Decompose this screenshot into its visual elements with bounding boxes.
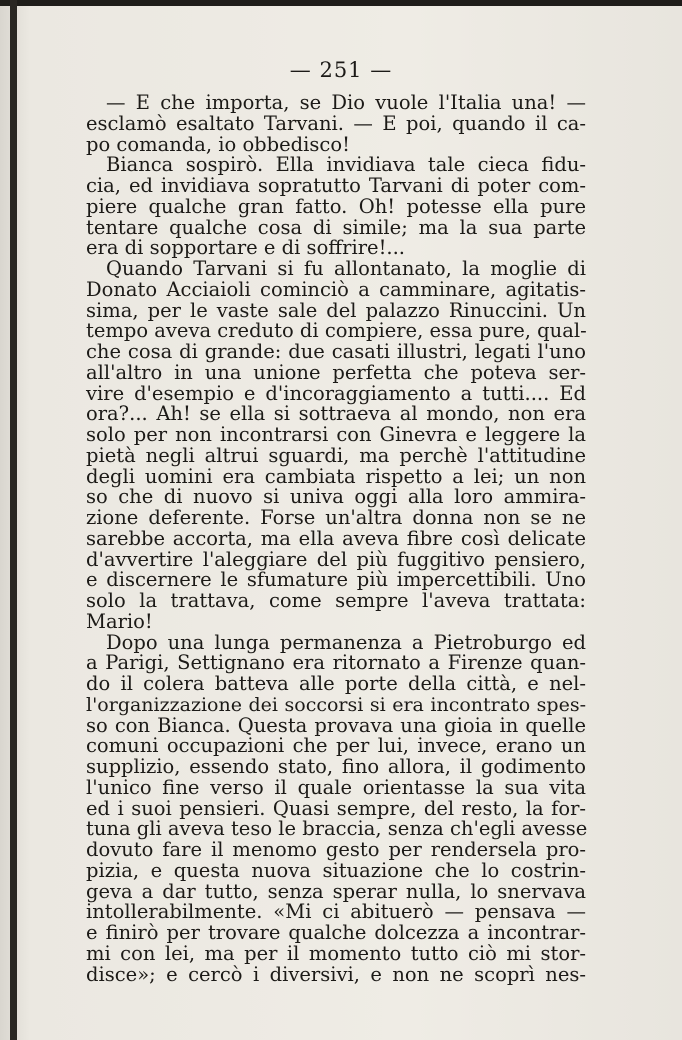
text-line: sarebbe accorta, ma ella aveva fibre così delicate <box>86 526 586 550</box>
text-line: zione deferente. Forse un'altra donna non se ne <box>86 506 586 529</box>
text-line: l'organizzazione dei soccorsi si era incontrato spes- <box>86 693 586 716</box>
text-line: comuni occupazioni che per lui, invece, erano un <box>86 734 586 758</box>
text-line: tentare qualche cosa di simile; ma la sua parte <box>86 215 586 239</box>
text-line: so con Bianca. Questa provava una gioia in quelle <box>86 713 586 737</box>
book-binding-edge <box>10 0 17 1040</box>
text-line: all'altro in una unione perfetta che poteva ser- <box>86 360 586 384</box>
text-line: pizia, e questa nuova situazione che lo costrin- <box>86 858 586 882</box>
text-line: do il colera batteva alle porte della città, e nel- <box>86 672 586 695</box>
text-line: Donato Acciaioli cominciò a camminare, agitatis- <box>86 277 586 301</box>
text-line: ora?... Ah! se ella si sottraeva al mondo, non era <box>86 402 586 426</box>
text-line: disce»; e cercò i diversivi, e non ne scoprì nes- <box>86 962 586 986</box>
text-line: solo per non incontrarsi con Ginevra e leggere la <box>86 423 586 446</box>
text-line: Bianca sospirò. Ella invidiava tale cieca fidu- <box>106 153 586 177</box>
text-line: piere qualche gran fatto. Oh! potesse ella pure <box>86 194 586 218</box>
text-line: pietà negli altrui sguardi, ma perchè l'attitudine <box>86 443 586 467</box>
text-line: Dopo una lunga permanenza a Pietroburgo ed <box>106 630 586 654</box>
text-line: geva a dar tutto, senza sperar nulla, lo snervava <box>86 879 586 903</box>
text-line: tuna gli aveva teso le braccia, senza ch'egli avesse <box>86 817 588 841</box>
text-line: Quando Tarvani si fu allontanato, la moglie di <box>106 257 586 280</box>
text-line: esclamò esaltato Tarvani. — E poi, quando il ca- <box>86 111 586 135</box>
text-line: — E che importa, se Dio vuole l'Italia una! — <box>106 91 586 114</box>
text-line: sima, per le vaste sale del palazzo Rinuccini. Un <box>86 298 586 322</box>
page-number: — 251 — <box>289 58 393 82</box>
text-line: intollerabilmente. «Mi ci abituerò — pensava — <box>86 900 586 924</box>
text-line: supplizio, essendo stato, fino allora, il godimento <box>86 755 586 778</box>
text-line: e discernere le sfumature più impercettibili. Uno <box>86 568 586 592</box>
text-line: cia, ed invidiava sopratutto Tarvani di poter com- <box>86 174 586 197</box>
text-line: mi con lei, ma per il momento tutto ciò mi stor- <box>86 941 586 965</box>
text-line: l'unico fine verso il quale orientasse la sua vita <box>86 775 586 799</box>
text-line: era di sopportare e di soffrire!... <box>86 236 406 260</box>
text-line: dovuto fare il menomo gesto per rendersela pro- <box>86 838 586 861</box>
text-line: che cosa di grande: due casati illustri, legati l'uno <box>86 340 586 363</box>
text-line: Mario! <box>86 609 153 633</box>
text-line: ed i suoi pensieri. Quasi sempre, del resto, la for- <box>86 796 586 820</box>
text-line: solo la trattava, come sempre l'aveva trattata: <box>86 589 586 612</box>
page-top-edge <box>0 0 682 6</box>
text-line: po comanda, io obbedisco! <box>86 132 350 156</box>
text-line: tempo aveva creduto di compiere, essa pure, qual- <box>86 319 587 343</box>
text-line: a Parigi, Settignano era ritornato a Firenze quan- <box>86 651 586 675</box>
text-line: d'avvertire l'aleggiare del più fuggitivo pensiero, <box>86 547 586 571</box>
body-text <box>86 93 586 985</box>
text-line: degli uomini era cambiata rispetto a lei; un non <box>86 464 586 488</box>
text-line: e finirò per trovare qualche dolcezza a incontrar- <box>86 921 586 944</box>
text-line: so che di nuovo si univa oggi alla loro ammira- <box>86 485 586 509</box>
text-line: vire d'esempio e d'incoraggiamento a tutti.... Ed <box>86 381 586 405</box>
